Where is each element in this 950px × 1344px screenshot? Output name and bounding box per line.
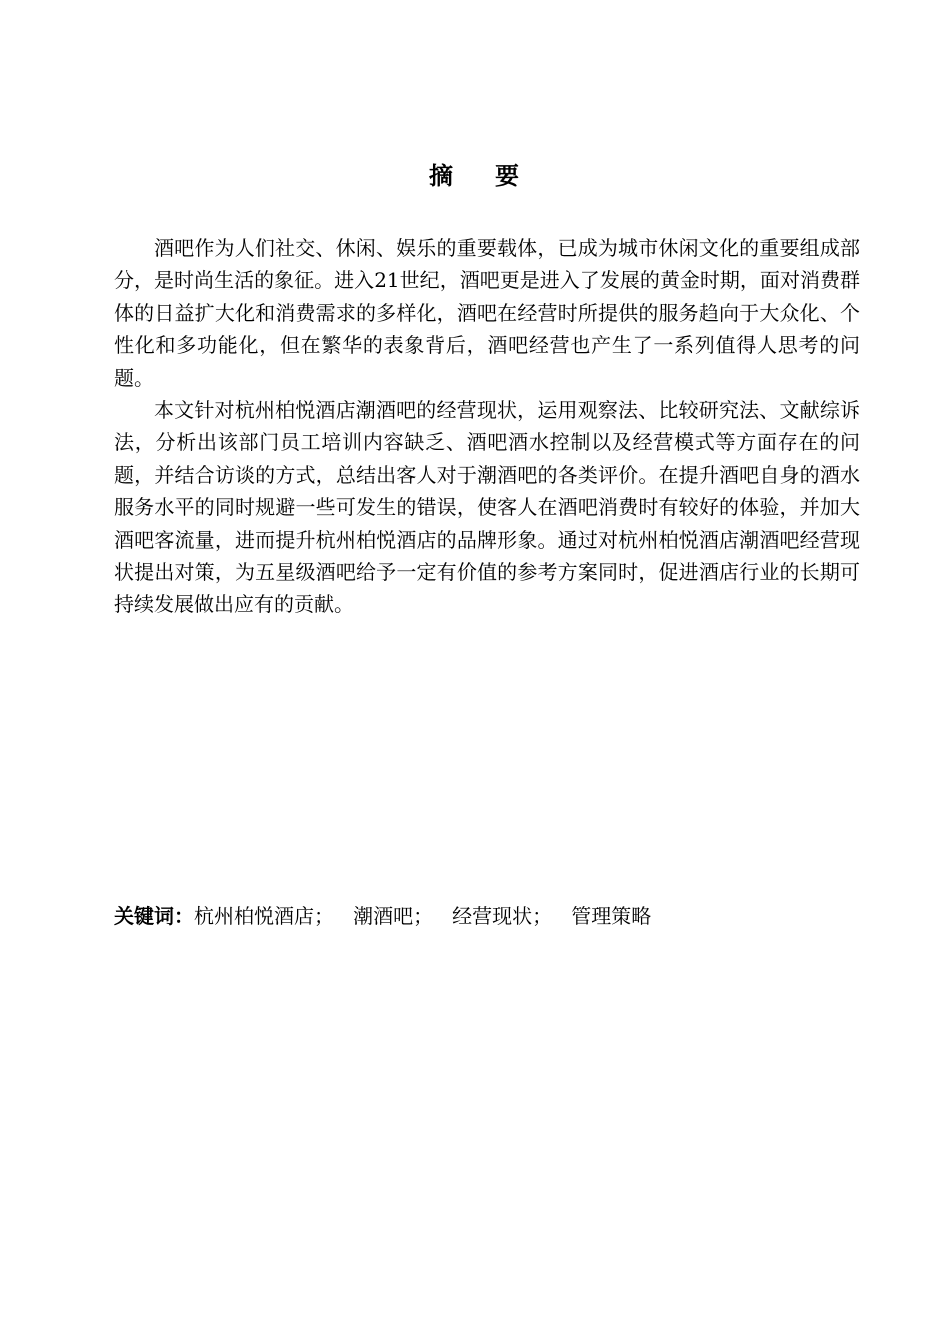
abstract-title-part1: 摘: [429, 162, 455, 190]
keywords-line: [114, 900, 860, 932]
keyword-item-3: 经营现状；: [452, 904, 553, 928]
keyword-item-2: 潮酒吧；: [353, 904, 434, 928]
keyword-item-1: 杭州柏悦酒店；: [194, 904, 334, 928]
abstract-paragraph-2: 本文针对杭州柏悦酒店潮酒吧的经营现状，运用观察法、比较研究法、文献综诉法，分析出该部门员工培训内容缺乏、酒吧酒水控制以及经营模式等方面存在的问题，并结合访谈的方式，总结出客人对于潮酒吧的各类评价。在提升酒吧自身的酒水服务水平的同时规避一些可发生的错误，使客人在酒吧消费时有较好的体验，并加大酒吧客流量，进而提升杭州柏悦酒店的品牌形象。通过对杭州柏悦酒店潮酒吧经营现状提出对策，为五星级酒吧给予一定有价值的参考方案同时，促进酒店行业的长期可持续发展做出应有的贡献。: [114, 398, 860, 617]
abstract-title-part2: 要: [495, 162, 521, 190]
keywords-label: 关键词：: [114, 904, 194, 928]
abstract-title: [0, 160, 950, 192]
abstract-paragraph-1: 酒吧作为人们社交、休闲、娱乐的重要载体，已成为城市休闲文化的重要组成部分，是时尚生活的象征。进入21世纪，酒吧更是进入了发展的黄金时期，面对消费群体的日益扩大化和消费需求的多样化，酒吧在经营时所提供的服务趋向于大众化、个性化和多功能化，但在繁华的表象背后，酒吧经营也产生了一系列值得人思考的问题。: [114, 236, 860, 390]
abstract-body: [114, 232, 860, 621]
keyword-item-4: 管理策略: [571, 904, 652, 928]
